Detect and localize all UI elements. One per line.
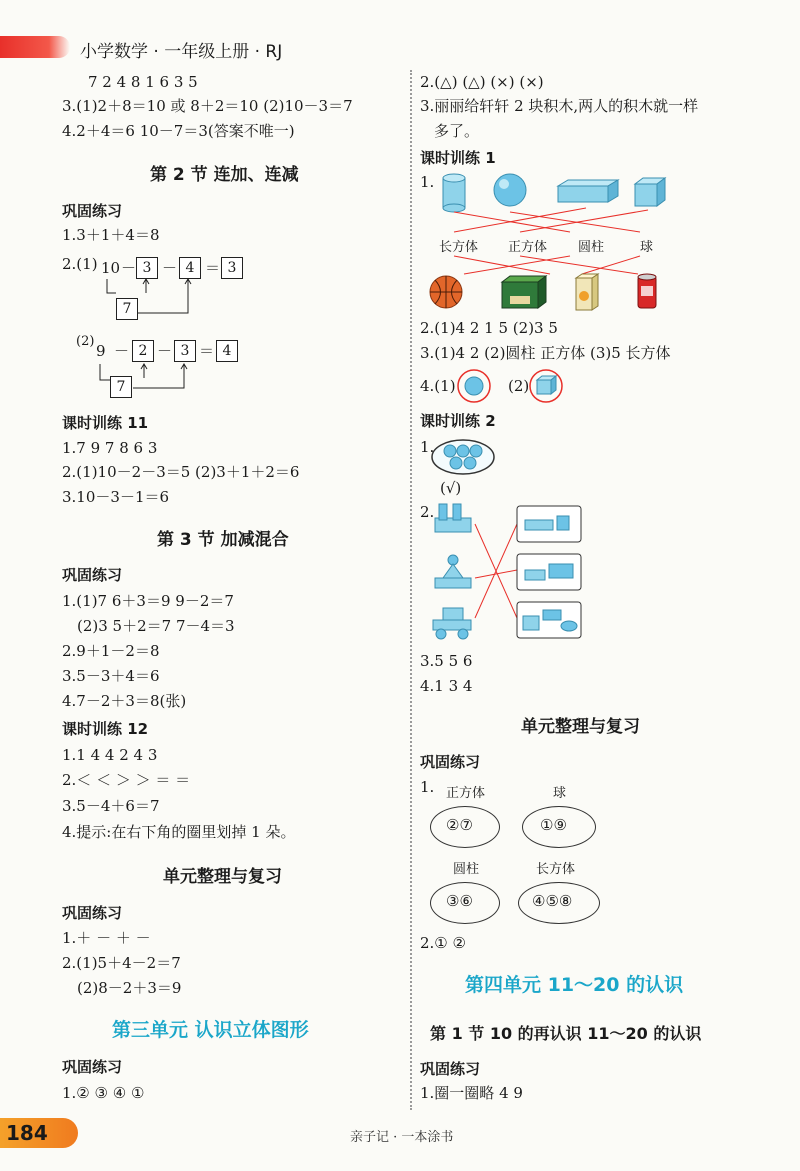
balls-group-icon [430,437,496,477]
answer-line: 2.(1)4 2 1 5 (2)3 5 [420,319,558,337]
section-title: 单元整理与复习 [163,867,282,887]
answer-line: 1.7 9 7 8 6 3 [62,439,158,457]
answer-line: (2)8－2＋3＝9 [77,979,182,997]
subsection-title: 课时训练 11 [62,414,149,432]
answer-line: 4.2＋4＝6 10－7＝3(答案不唯一) [62,122,295,140]
circled-sphere-icon [456,368,492,404]
section-title: 第 2 节 连加、连减 [150,165,299,185]
subsection-title: 巩固练习 [62,566,123,584]
block-structure-icon [433,608,471,639]
basketball-icon [430,276,462,308]
header-title: 小学数学 · 一年级上册 · RJ [80,42,283,62]
shape-label: 圆柱 [578,240,605,255]
section-title: 第 1 节 10 的再认识 11～20 的认识 [430,1024,702,1043]
juice-box-icon [576,274,598,310]
group-content: ④⑤⑧ [532,892,573,910]
page-number: 184 [6,1121,48,1145]
footer-brand: 亲子记 · 一本涂书 [350,1130,454,1145]
cube-icon [635,178,665,206]
subsection-title: 课时训练 2 [420,412,496,430]
group-label: 长方体 [536,862,576,877]
section-title: 第 3 节 加减混合 [157,530,289,550]
check-mark-answer: (√) [440,479,462,497]
answer-line-label: 1. [420,173,435,191]
cylinder-icon [443,174,465,212]
shape-label: 长方体 [439,240,479,255]
answer-line-label: 4.(1) [420,377,456,395]
group-label: 球 [553,786,567,801]
subsection-title: 巩固练习 [62,904,123,922]
answer-box: 3 [136,257,158,279]
cuboid-icon [558,180,618,202]
answer-line: 多了。 [434,122,480,140]
group-content: ①⑨ [540,816,567,834]
answer-line: 3.丽丽给轩轩 2 块积木,两人的积木就一样 [420,97,699,115]
answer-line: 3.5－4＋6＝7 [62,797,160,815]
answer-line-label: 1. [420,438,435,456]
answer-line: (2)3 5＋2＝7 7－4＝3 [77,617,235,635]
answer-line-label: (2) [508,377,530,395]
answer-line-label: 2. [420,503,435,521]
shape-label: 球 [640,240,654,255]
diagram-operator: － [121,259,137,277]
shape-label: 正方体 [508,240,548,255]
group-label: 圆柱 [453,862,480,877]
diagram-operator: － [157,342,173,360]
answer-line: 2.(△) (△) (×) (×) [420,73,544,91]
answer-box: 4 [216,340,238,362]
soda-can-icon [638,274,656,308]
group-content: ③⑥ [446,892,473,910]
subsection-title: 巩固练习 [420,753,481,771]
sphere-icon [494,174,526,206]
answer-box: 2 [132,340,154,362]
sum-box: 7 [116,298,138,320]
circled-cube-icon [528,368,564,404]
diagram-operator: ＝ [199,342,215,360]
unit-title: 第四单元 11～20 的认识 [465,974,684,996]
answer-line: 2.① ② [420,934,466,952]
answer-line: 4.提示:在右下角的圈里划掉 1 朵。 [62,823,296,841]
answer-line: 3.(1)4 2 (2)圆柱 正方体 (3)5 长方体 [420,344,671,362]
answer-line-label: 2.(1) [62,255,98,273]
block-structure-icon [435,504,471,532]
answer-box: 3 [221,257,243,279]
answer-line: 3.10－3－1＝6 [62,488,170,506]
group-content: ②⑦ [446,816,473,834]
answer-box: 3 [174,340,196,362]
subsection-title: 课时训练 12 [62,720,149,738]
answer-line: 7 2 4 8 1 6 3 5 [88,73,198,91]
subsection-title: 巩固练习 [62,202,123,220]
answer-line-label: 1. [420,778,435,796]
diagram-operator: ＝ [205,259,221,277]
answer-line: 1.圈一圈略 4 9 [420,1084,523,1102]
answer-line-label: (2) [76,334,95,349]
diagram-number: 9 [96,342,106,360]
answer-line: 1.1 4 4 2 4 3 [62,746,158,764]
answer-line: 1.(1)7 6＋3＝9 9－2＝7 [62,592,234,610]
block-matching-figure [425,498,595,648]
answer-line: 4.7－2＋3＝8(张) [62,692,187,710]
answer-line: 2.＜ ＜ ＞ ＞ ＝ ＝ [62,771,191,789]
diagram-operator: － [162,259,178,277]
block-structure-icon [435,555,471,588]
answer-line: 3.5－3＋4＝6 [62,667,160,685]
subsection-title: 课时训练 1 [420,149,496,167]
sum-box: 7 [110,376,132,398]
section-title: 单元整理与复习 [521,717,640,737]
answer-line: 2.(1)5＋4－2＝7 [62,954,181,972]
diagram-operator: － [114,342,130,360]
answer-line: 2.(1)10－2－3＝5 (2)3＋1＋2＝6 [62,463,300,481]
answer-line: 3.5 5 6 [420,652,473,670]
answer-line: 1.＋ － ＋ － [62,929,151,947]
answer-line: 2.9＋1－2＝8 [62,642,160,660]
diagram-number: 10 [101,259,121,277]
unit-title: 第三单元 认识立体图形 [112,1019,309,1041]
group-label: 正方体 [446,786,486,801]
answer-line: 1.3＋1＋4＝8 [62,226,160,244]
answer-line: 1.② ③ ④ ① [62,1084,145,1102]
answer-line: 3.(1)2＋8＝10 或 8＋2＝10 (2)10－3＝7 [62,97,353,115]
subsection-title: 巩固练习 [62,1058,123,1076]
gift-box-icon [502,276,546,308]
subsection-title: 巩固练习 [420,1060,481,1078]
answer-box: 4 [179,257,201,279]
answer-line: 4.1 3 4 [420,677,473,695]
